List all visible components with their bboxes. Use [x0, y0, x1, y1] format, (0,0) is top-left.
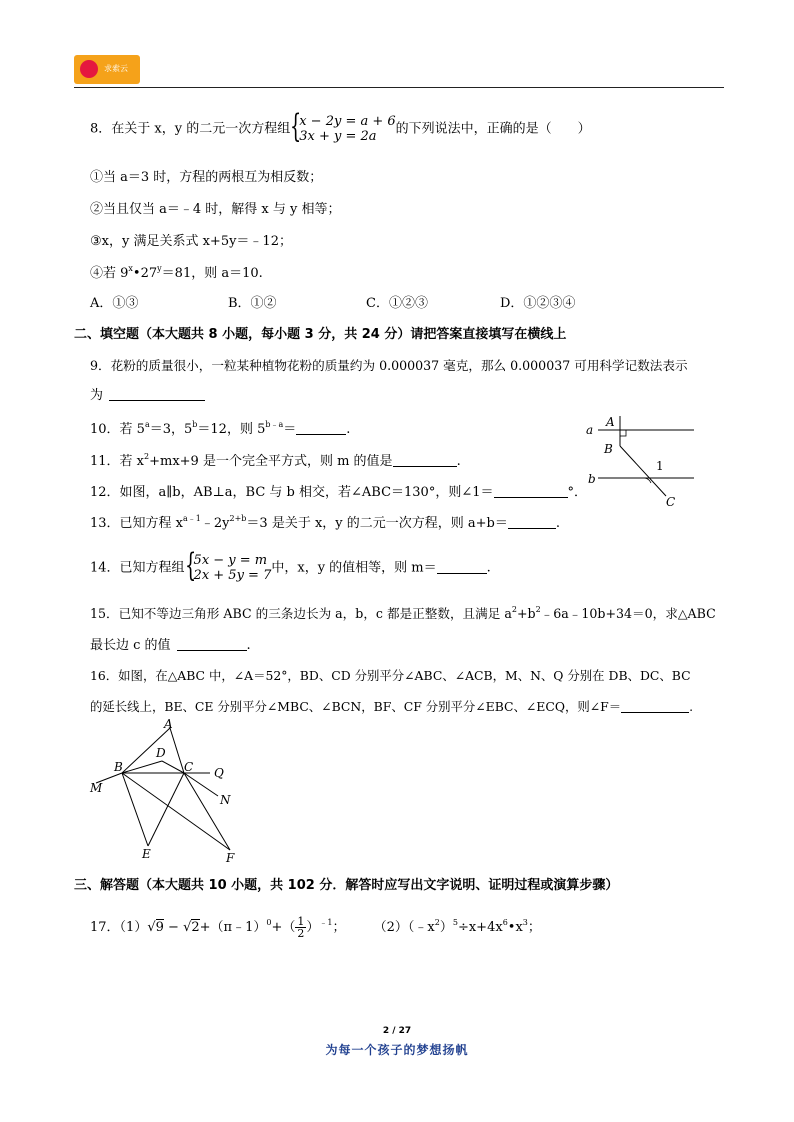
label-B: B: [114, 760, 123, 774]
q9-line2-text: 为: [90, 388, 104, 403]
q8-stem: [90, 107, 591, 145]
q14-system: { 5x − y = m 2x + 5y = 7: [184, 546, 272, 584]
q13-post: ＝3 是关于 x，y 的二元一次方程，则 a+b＝: [246, 516, 508, 531]
q15-line2-text: 最长边 c 的值: [90, 638, 171, 653]
q17-sup1: ﹣1: [319, 918, 333, 927]
q13-answer-blank[interactable]: [508, 516, 556, 529]
q11-answer-blank[interactable]: [393, 454, 457, 467]
q14-answer-blank[interactable]: [437, 561, 487, 574]
label-E: E: [142, 847, 151, 861]
q16-figure: [86, 718, 246, 866]
q15-answer-blank[interactable]: [177, 638, 247, 651]
q8-opt4-pre: ④若 9: [90, 266, 129, 281]
page-number: 2 / 27: [382, 1026, 412, 1036]
q13-end: .: [555, 516, 561, 531]
q9-answer-blank[interactable]: [109, 388, 205, 401]
logo-text: 求索云: [104, 64, 128, 73]
label-B: B: [604, 442, 613, 456]
q8-system: { x − 2y = a + 6 3x + y = 2a: [290, 107, 396, 145]
q15-mid: +b: [516, 606, 536, 621]
q14-eq2: 2x + 5y = 7: [193, 568, 272, 583]
q15-post: ﹣6a﹣10b+34＝0，求△ABC: [540, 606, 716, 621]
q15-sup2: 2: [535, 605, 541, 614]
q8-option-1: ①当 a＝3 时，方程的两根互为相反数；: [90, 170, 323, 185]
q16-end: .: [689, 699, 694, 714]
q17-semi: ；: [332, 920, 346, 935]
q17-pi-term: +（π﹣1）: [199, 920, 267, 935]
logo: [74, 55, 140, 84]
segment-cn: [184, 773, 218, 796]
q10-sup3: b﹣a: [265, 420, 284, 429]
q13-pre: 13．已知方程 x: [90, 516, 184, 531]
q9-line1: 9．花粉的质量很小，一粒某种植物花粉的质量约为 0.000037 毫克，那么 0.000037 可用科学记数法表示: [90, 358, 688, 373]
q10-sup1: a: [144, 420, 150, 429]
q11: [90, 450, 461, 469]
q12: [90, 481, 587, 500]
q8-option-3: ③x，y 满足关系式 x+5y＝﹣12；: [90, 234, 292, 249]
q14-post: 中，x，y 的值相等，则 m＝: [271, 560, 437, 576]
q17-part1-label: 17．（1）: [90, 920, 148, 935]
q17-part2-mid: ）: [439, 920, 453, 935]
q17-sup0: 0: [266, 918, 272, 927]
q17-part2-pre: （2）（﹣x: [373, 920, 435, 935]
q8-stem-pre: 8．在关于 x，y 的二元一次方程组: [90, 121, 291, 137]
q17-sqrt1: 9: [155, 920, 164, 935]
label-F: F: [226, 851, 235, 865]
q9-line2: [90, 384, 205, 403]
q17-fraction: [295, 916, 306, 939]
q17-minus: −: [163, 920, 184, 935]
segment-be: [122, 773, 148, 846]
q8-opt4-sup2: y: [157, 264, 162, 273]
q8-opt4-post: ＝81，则 a＝10.: [161, 266, 263, 281]
segment-ce: [148, 773, 184, 846]
q15-line2: [90, 634, 251, 653]
q17-frac-num: 1: [297, 915, 305, 928]
q10: 10．若 $5^a=3$，$5^b=12$，则 $5^{b﹣a}=$ .: [90, 420, 351, 437]
q11-post: +mx+9 是一个完全平方式，则 m 的值是: [149, 454, 393, 469]
label-N: N: [220, 793, 231, 807]
q12-end: °．: [567, 485, 588, 500]
q17-frac-den: 2: [297, 927, 305, 940]
q8-eq2: 3x + y = 2a: [299, 129, 377, 144]
q15-sup1: 2: [511, 605, 517, 614]
q8-option-2: ②当且仅当 a＝﹣4 时，解得 x 与 y 相等；: [90, 202, 341, 217]
q16-line2-text: 的延长线上，BE、CE 分别平分∠MBC、∠BCN，BF、CF 分别平分∠EBC、∠ECQ，则∠F＝: [90, 699, 622, 714]
header-rule: [74, 87, 724, 88]
segment-bf: [122, 773, 230, 850]
q17-sup5: 5: [452, 918, 458, 927]
q8-opt4-mid: •27: [132, 266, 158, 281]
label-C: C: [184, 760, 194, 774]
q8-eq1: x − 2y = a + 6: [299, 114, 396, 129]
q16-line1: 16．如图，在△ABC 中，∠A＝52°，BD、CD 分别平分∠ABC、∠ACB，M、N、Q 分别在 DB、DC、BC: [90, 668, 691, 683]
q8-option-4: [90, 262, 263, 281]
q10-mid2: ＝12，则 5: [197, 422, 266, 437]
q13-mid: ﹣2y: [200, 516, 230, 531]
q12-answer-blank[interactable]: [494, 485, 568, 498]
q10-pre: 10．若 5: [90, 422, 145, 437]
q17-close: ）: [306, 920, 320, 935]
segment-cf: [184, 773, 230, 850]
q15-end: .: [246, 638, 251, 653]
q14-eq1: 5x − y = m: [193, 553, 268, 568]
q17-sup2: 2: [434, 918, 440, 927]
logo-mark-icon: [80, 60, 98, 78]
label-A: A: [606, 415, 615, 429]
label-M: M: [90, 781, 103, 795]
q17-plus: +（: [271, 920, 296, 935]
q17-part2-mid2: ÷x+4x: [457, 920, 503, 935]
sqrt-symbol-icon: √: [183, 920, 192, 935]
footer-motto: 为每一个孩子的梦想扬帆: [325, 1043, 469, 1057]
q11-pre: 11．若 x: [90, 454, 145, 469]
q13-sup2: 2+b: [229, 514, 247, 523]
q13-sup1: a﹣1: [183, 514, 201, 523]
q17-part2-end: ；: [527, 920, 541, 935]
q14: [90, 546, 491, 584]
sqrt-symbol-icon: √: [147, 920, 156, 935]
label-Q: Q: [214, 766, 224, 780]
q15-pre: 15．已知不等边三角形 ABC 的三条边长为 a，b，c 都是正整数，且满足 a: [90, 606, 512, 621]
q17-sup6: 6: [502, 918, 508, 927]
q8-choice-a: A．①③: [90, 296, 139, 311]
q14-end: .: [486, 560, 491, 576]
section-3-heading: 三、解答题（本大题共 10 小题，共 102 分．解答时应写出文字说明、证明过程或演算步骤）: [74, 878, 619, 893]
q16-answer-blank[interactable]: [621, 700, 689, 713]
q8-stem-post: 的下列说法中，正确的是（ ）: [395, 121, 591, 137]
right-angle-mark: [620, 430, 626, 436]
q15-line1: [90, 603, 716, 622]
q11-end: .: [456, 454, 461, 469]
label-1: 1: [656, 459, 664, 473]
q17: [90, 916, 541, 939]
q8-choice-b: B．①②: [228, 296, 277, 311]
q14-pre: 14．已知方程组: [90, 560, 185, 576]
section-2-heading: 二、填空题（本大题共 8 小题，每小题 3 分，共 24 分）请把答案直接填写在横线上: [74, 327, 567, 342]
label-b: b: [588, 472, 596, 486]
q10-answer-blank[interactable]: [296, 422, 346, 435]
q11-sup1: 2: [144, 452, 150, 461]
label-a: a: [586, 423, 594, 437]
q8-opt4-sup1: x: [128, 264, 133, 273]
q10-mid1: ＝3，5: [149, 422, 193, 437]
q8-choice-c: C．①②③: [366, 296, 428, 311]
q10-post: ＝: [283, 422, 297, 437]
q17-sqrt2: 2: [191, 920, 200, 935]
q12-figure: [584, 412, 700, 512]
q10-sup2: b: [192, 420, 198, 429]
q17-sup3: 3: [522, 918, 528, 927]
q12-text: 12．如图，a∥b，AB⊥a，BC 与 b 相交，若∠ABC＝130°，则∠1＝: [90, 485, 494, 500]
label-D: D: [156, 746, 166, 760]
q17-part2-mid3: •x: [507, 920, 523, 935]
q13: [90, 512, 560, 531]
label-A: A: [164, 718, 173, 731]
q16-line2: [90, 697, 693, 715]
q8-choice-d: D．①②③④: [500, 296, 576, 311]
label-C: C: [666, 495, 676, 509]
